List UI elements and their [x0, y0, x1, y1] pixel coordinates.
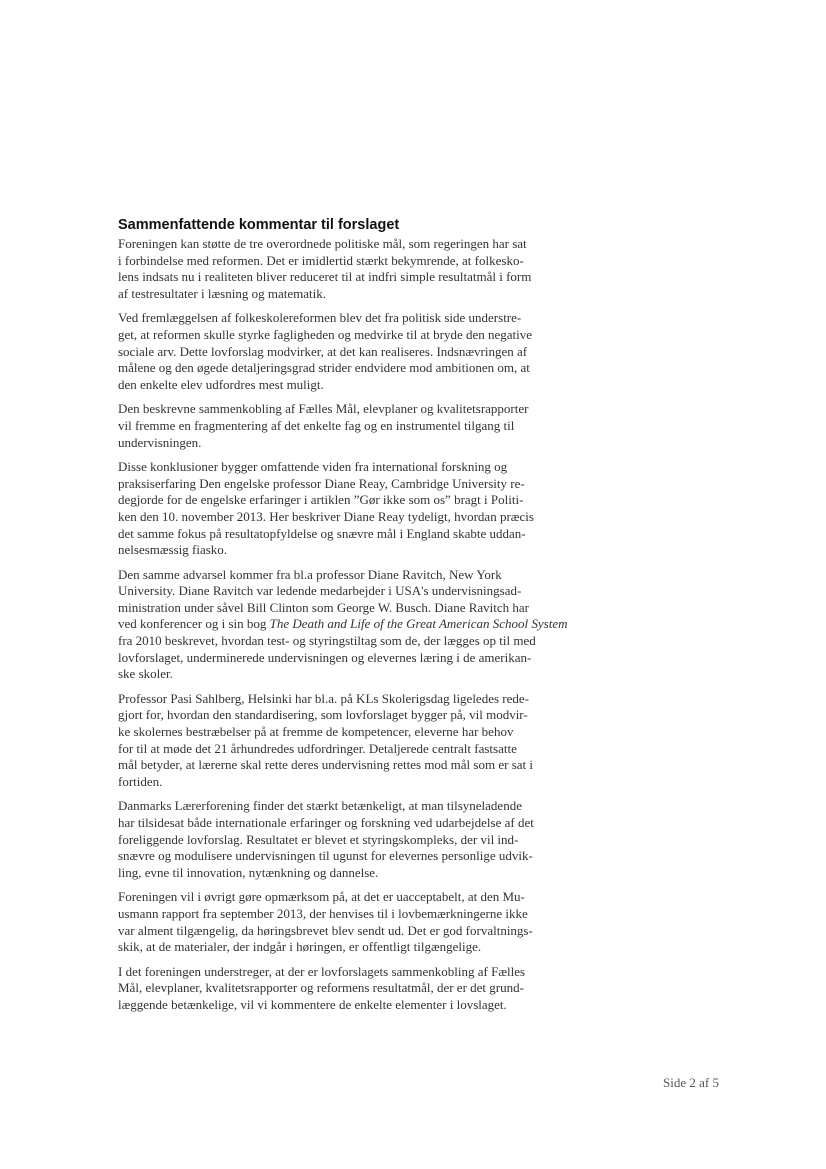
- text-line: ske skoler.: [118, 666, 173, 682]
- text-line: fra 2010 beskrevet, hvordan test- og styringstiltag som de, der lægges op til med: [118, 633, 536, 649]
- paragraph-3: [118, 401, 598, 451]
- text-line: for til at møde det 21 århundredes udfordringer. Detaljerede centralt fastsatte: [118, 740, 517, 756]
- text-line: ken den 10. november 2013. Her beskriver Diane Reay tydeligt, hvordan præcis: [118, 508, 534, 524]
- text-line: lovforslaget, underminerede undervisningen og elevernes læring i de amerikan-: [118, 649, 532, 665]
- text-line: I det foreningen understreger, at der er lovforslagets sammenkobling af Fælles: [118, 963, 526, 979]
- text-line: ministration under såvel Bill Clinton som George W. Busch. Diane Ravitch har: [118, 599, 530, 615]
- book-title: The Death and Life of the Great American School System: [269, 616, 568, 632]
- text-line: Mål, elevplaner, kvalitetsrapporter og reformens resultatmål, der er det grund-: [118, 980, 524, 996]
- text-line: skik, at de materialer, der indgår i høringen, er offentligt tilgængelige.: [118, 939, 482, 955]
- document-body: [118, 216, 598, 1022]
- text-line: Den samme advarsel kommer fra bl.a professor Diane Ravitch, New York: [118, 566, 502, 582]
- text-line: var alment tilgængelig, da høringsbrevet blev sendt ud. Det er god forvaltnings-: [118, 922, 533, 938]
- text-line: snævre og modulisere undervisningen til ugunst for elevernes personlige udvik-: [118, 848, 533, 864]
- text-line: degjorde for de engelske erfaringer i artiklen ”Gør ikke som os” bragt i Politi-: [118, 492, 524, 508]
- section-heading: Sammenfattende kommentar til forslaget: [118, 217, 400, 233]
- paragraph-2: [118, 310, 598, 393]
- text-line: Den beskrevne sammenkobling af Fælles Mål, elevplaner og kvalitetsrapporter: [118, 401, 529, 417]
- paragraph-8: [118, 889, 598, 955]
- text-line: lens indsats nu i realiteten bliver reduceret til at indfri simple resultatmål i form: [118, 269, 532, 285]
- text-segment: ved konferencer og i sin bog: [118, 616, 270, 632]
- paragraph-6: [118, 691, 598, 791]
- text-line: gjort for, hvordan den standardisering, som lovforslaget bygger på, vil modvir-: [118, 707, 528, 723]
- text-line: praksiserfaring Den engelske professor Diane Reay, Cambridge University re-: [118, 475, 525, 491]
- text-line: vil fremme en fragmentering af det enkelte fag og en instrumentel tilgang til: [118, 417, 515, 433]
- text-line: Ved fremlæggelsen af folkeskolereformen blev det fra politisk side understre-: [118, 310, 522, 326]
- paragraph-5: [118, 567, 598, 683]
- text-line: University. Diane Ravitch var ledende medarbejder i USA's undervisningsad-: [118, 583, 522, 599]
- text-line: foreliggende lovforslag. Resultatet er blevet et styringskompleks, der vil ind-: [118, 831, 519, 847]
- text-line: Foreningen vil i øvrigt gøre opmærksom på, at det er uacceptabelt, at den Mu-: [118, 889, 525, 905]
- paragraph-7: [118, 798, 598, 881]
- text-line: det samme fokus på resultatopfyldelse og snævre mål i England skabte uddan-: [118, 525, 526, 541]
- text-line: Danmarks Lærerforening finder det stærkt betænkeligt, at man tilsyneladende: [118, 798, 522, 814]
- paragraph-9: [118, 964, 598, 1014]
- text-line: nelsesmæssig fiasko.: [118, 542, 228, 558]
- text-line: læggende betænkelige, vil vi kommentere de enkelte elementer i lovslaget.: [118, 996, 507, 1012]
- text-line: mål betyder, at lærerne skal rette deres undervisning rettes mod mål som er sat i: [118, 757, 533, 773]
- text-line: Disse konklusioner bygger omfattende viden fra international forskning og: [118, 459, 508, 475]
- page-number: Side 2 af 5: [663, 1075, 719, 1090]
- text-line: get, at reformen skulle styrke fagligheden og medvirke til at bryde den negative: [118, 326, 533, 342]
- text-line: undervisningen.: [118, 434, 202, 450]
- text-line: målene og den øgede detaljeringsgrad strider endvidere mod ambitionen om, at: [118, 360, 530, 376]
- text-line: sociale arv. Dette lovforslag modvirker, at det kan realiseres. Indsnævringen af: [118, 343, 528, 359]
- text-line: af testresultater i læsning og matematik.: [118, 285, 326, 301]
- text-line: fortiden.: [118, 773, 163, 789]
- text-line: ke skolernes bestræbelser på at fremme de kompetencer, eleverne har behov: [118, 724, 514, 740]
- text-line: den enkelte elev udfordres mest muligt.: [118, 376, 324, 392]
- text-line: Foreningen kan støtte de tre overordnede politiske mål, som regeringen har sat: [118, 236, 527, 251]
- paragraph-1: [118, 236, 598, 302]
- paragraph-4: [118, 459, 598, 559]
- text-line: ling, evne til innovation, nytænkning og dannelse.: [118, 864, 379, 880]
- text-line-with-book-title: [118, 616, 598, 633]
- text-line: i forbindelse med reformen. Det er imidlertid stærkt bekymrende, at folkesko-: [118, 252, 524, 268]
- text-line: usmann rapport fra september 2013, der henvises til i lovbemærkningerne ikke: [118, 905, 528, 921]
- text-line: har tilsidesat både internationale erfaringer og forskning ved udarbejdelse af det: [118, 815, 534, 830]
- text-line: Professor Pasi Sahlberg, Helsinki har bl.a. på KLs Skolerigsdag ligeledes rede-: [118, 690, 529, 706]
